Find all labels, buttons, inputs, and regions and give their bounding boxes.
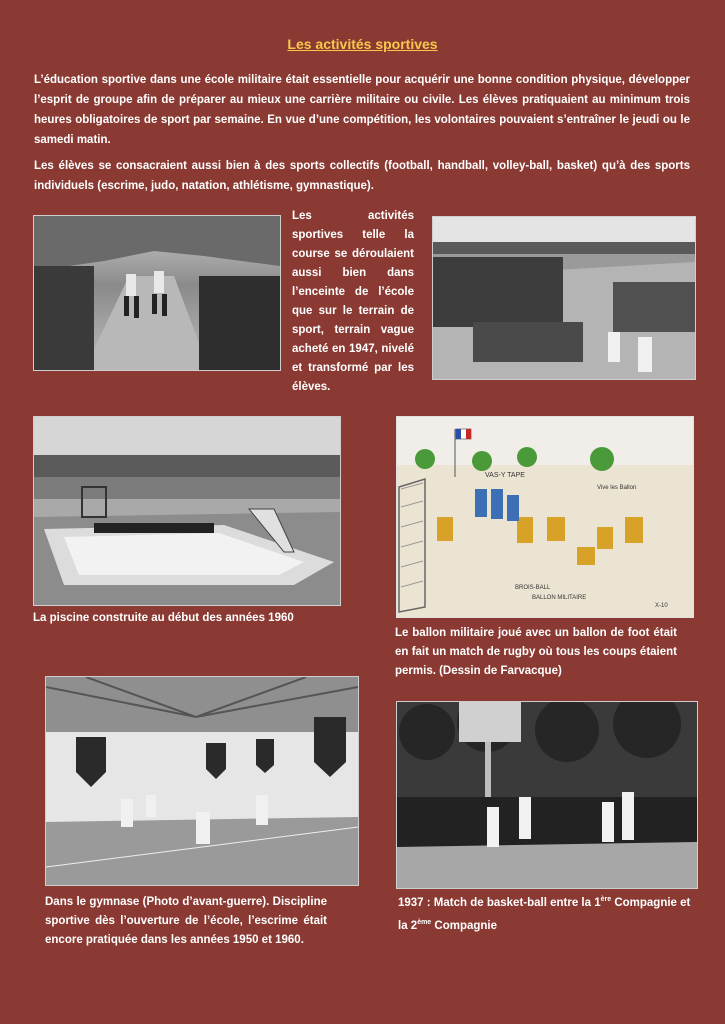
gym-caption: Dans le gymnase (Photo d’avant-guerre). Discipline sportive dès l’ouverture de l’école, l’escrime était encore pratiquée dans les années 1950 et 1960.	[45, 896, 327, 946]
pool-photo	[33, 416, 341, 606]
intro-paragraph: L’éducation sportive dans une école militaire était essentielle pour acquérir une bonne condition physique, développer l’esprit de groupe afin de préparer au mieux une carrière militaire ou civile. Les élèves pratiquaient au minimum trois heures obligatoires de sport par semaine. En vue d’une compétition, les volontaires pouvaient s’entraîner le jeudi ou le samedi matin.	[34, 74, 690, 146]
ballon-caption: Le ballon militaire joué avec un ballon de foot était en fait un match de rugby où tous les coups étaient permis. (Dessin de Farvacque)	[395, 627, 677, 677]
gym-photo	[45, 676, 359, 886]
drawing-text-bottom2: BALLON MILITAIRE	[532, 595, 587, 601]
sports-field-photo	[432, 216, 696, 380]
ballon-drawing	[396, 416, 694, 618]
pool-caption: La piscine construite au début des années 1960	[33, 612, 294, 624]
drawing-text-right: Vive les Ballon	[597, 485, 637, 491]
terrain-caption: Les activités sportives telle la course se déroulaient aussi bien dans l’enceinte de l’école que sur le terrain de sport, terrain vague acheté en 1947, nivelé et transformé par les élèves.	[292, 210, 414, 393]
basketball-caption: 1937 : Match de basket-ball entre la 1ère Compagnie et la 2ème Compagnie	[398, 896, 691, 932]
drawing-text-bottom1: BROIS-BALL	[515, 585, 551, 591]
drawing-signature: X-10	[655, 603, 668, 609]
basketball-photo	[396, 701, 698, 889]
drawing-text-top: VAS-Y TAPE	[485, 472, 525, 479]
sports-paragraph: Les élèves se consacraient aussi bien à des sports collectifs (football, handball, volley-ball, basket) qu’à des sports individuels (escrime, judo, natation, athlétisme, gymnastique).	[34, 160, 690, 192]
race-photo	[33, 215, 281, 371]
page-title: Les activités sportives	[287, 36, 438, 52]
